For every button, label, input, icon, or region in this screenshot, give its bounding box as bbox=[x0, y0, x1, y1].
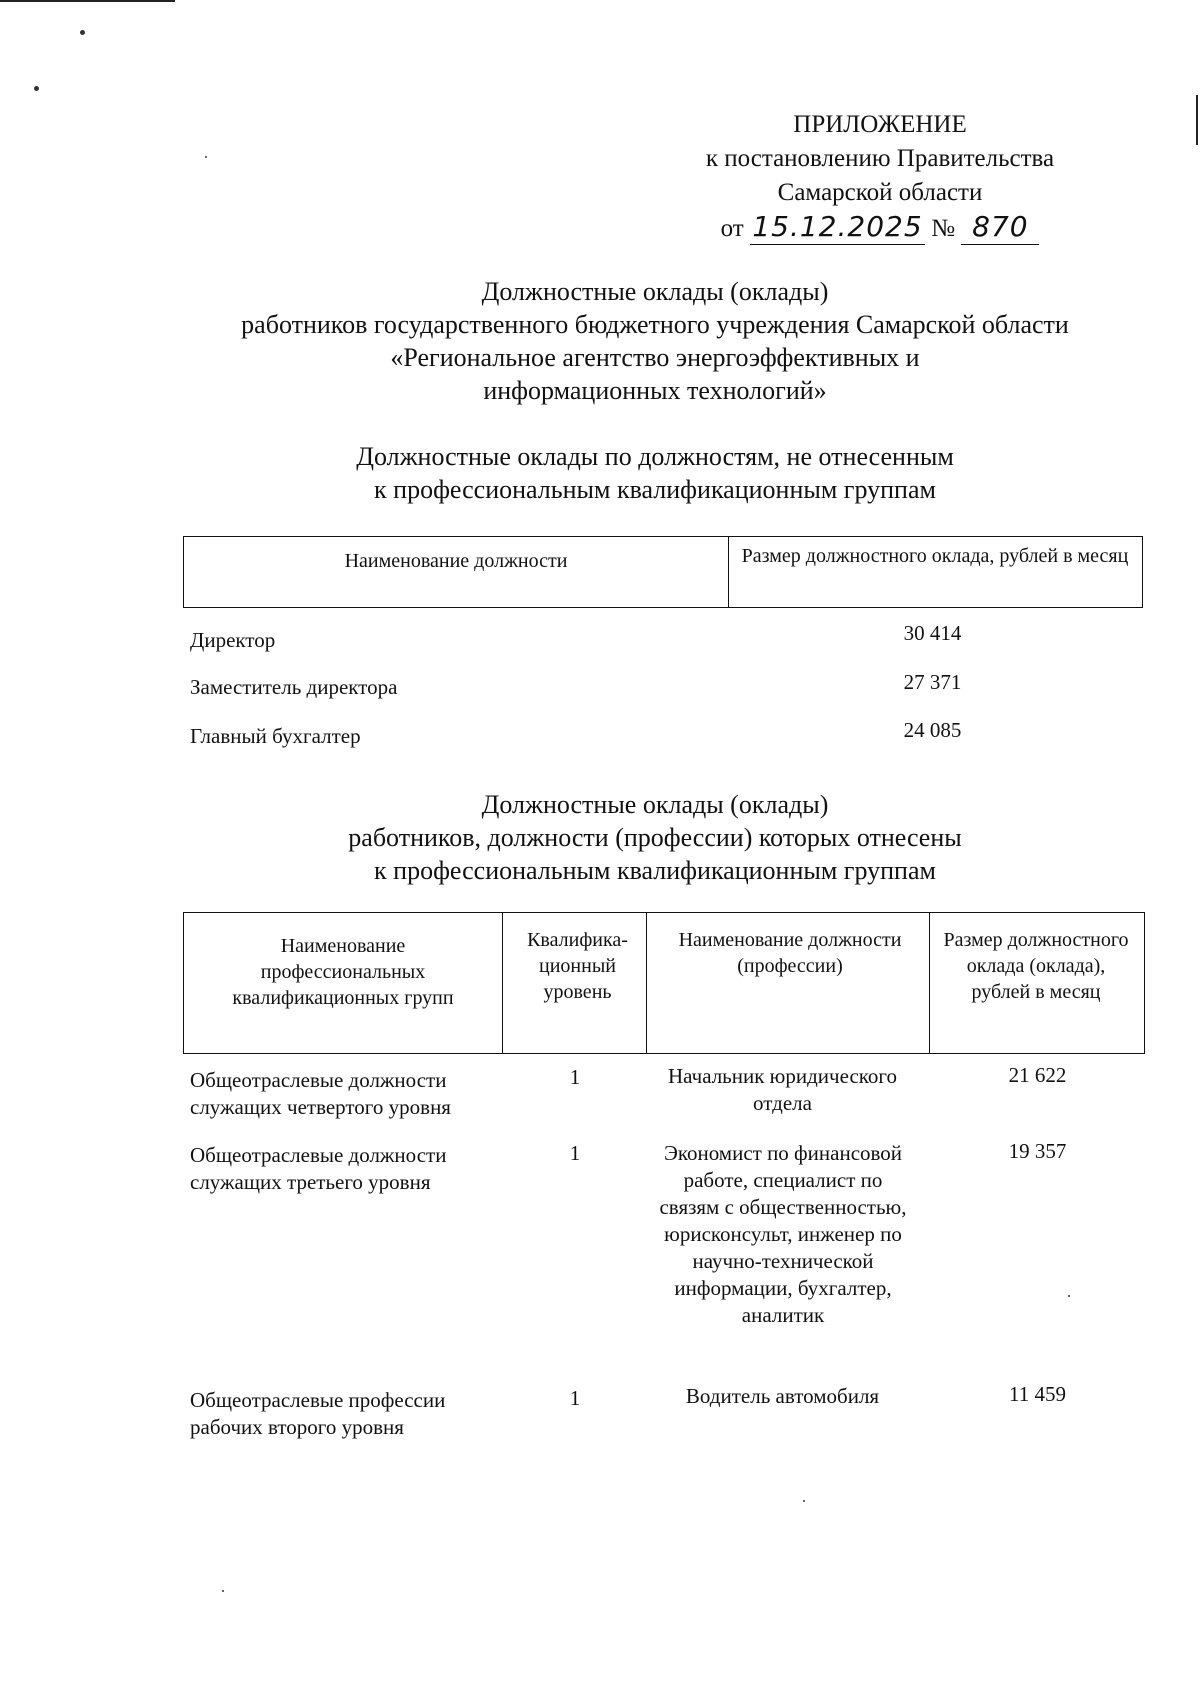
section2-header-divider bbox=[929, 913, 930, 1053]
section2-header-divider bbox=[646, 913, 647, 1053]
section1-title-line2: к профессиональным квалификационным группам bbox=[374, 475, 936, 504]
scan-edge-line-top bbox=[0, 0, 175, 2]
section2-header-salary: Размер должностного оклада (оклада), рублей в месяц bbox=[943, 929, 1129, 1003]
appendix-block bbox=[640, 108, 1120, 246]
section1-header-position: Наименование должности bbox=[344, 550, 568, 572]
section1-row-position: Заместитель директора bbox=[190, 675, 398, 699]
section2-row-salary: 21 622 bbox=[1008, 1063, 1067, 1087]
scan-speck bbox=[803, 1500, 805, 1502]
section2-row-position: Водитель автомобиля bbox=[685, 1384, 880, 1408]
main-title bbox=[140, 275, 1170, 407]
scan-edge-line-right bbox=[1196, 95, 1198, 145]
section1-row-position: Главный бухгалтер bbox=[190, 724, 361, 748]
section2-title-line1: Должностные оклады (оклады) bbox=[481, 790, 829, 819]
appendix-date-line bbox=[640, 210, 1120, 246]
scan-speck bbox=[34, 86, 39, 91]
main-title-line1: Должностные оклады (оклады) bbox=[481, 277, 829, 306]
section2-header-group: Наименование профессиональных квалификационных групп bbox=[232, 935, 454, 1009]
main-title-line2: работников государственного бюджетного учреждения Самарской области bbox=[241, 310, 1069, 339]
section1-row-salary: 27 371 bbox=[903, 670, 962, 694]
section1-row-salary: 30 414 bbox=[903, 621, 962, 645]
scan-speck bbox=[222, 1590, 224, 1592]
section2-row-position: Начальник юридического отдела bbox=[667, 1064, 897, 1115]
section2-header-level: Квалифика-ционный уровень bbox=[527, 929, 628, 1003]
section2-row-level: 1 bbox=[569, 1141, 581, 1165]
handwritten-date: 15.12.2025 bbox=[750, 210, 925, 245]
scan-speck bbox=[80, 30, 85, 35]
appendix-title: ПРИЛОЖЕНИЕ bbox=[793, 111, 967, 138]
section1-table-header bbox=[183, 536, 1143, 608]
section1-row-salary: 24 085 bbox=[903, 718, 962, 742]
section2-row-group: Общеотраслевые должности служащих третьего уровня bbox=[190, 1143, 447, 1194]
section2-row-level: 1 bbox=[569, 1386, 581, 1410]
section2-row-position: Экономист по финансовой работе, специалист по связям с общественностью, юрисконсульт, инженер по научно-технической информации, бухгалтер, аналитик bbox=[659, 1141, 907, 1327]
handwritten-number: 870 bbox=[961, 210, 1039, 245]
section1-title-line1: Должностные оклады по должностям, не отнесенным bbox=[356, 442, 954, 471]
section2-row-salary: 19 357 bbox=[1008, 1139, 1067, 1163]
section2-row-salary: 11 459 bbox=[1009, 1382, 1066, 1406]
section1-title bbox=[140, 440, 1170, 506]
section2-header-divider bbox=[502, 913, 503, 1053]
scan-speck bbox=[1068, 1295, 1070, 1297]
appendix-line3: Самарской области bbox=[777, 179, 983, 206]
section2-table-header bbox=[183, 912, 1145, 1054]
section2-title-line2: работников, должности (профессии) которых отнесены bbox=[348, 823, 962, 852]
section2-title bbox=[140, 788, 1170, 887]
section2-row-level: 1 bbox=[569, 1065, 581, 1089]
main-title-line4: информационных технологий» bbox=[483, 376, 827, 405]
appendix-line2: к постановлению Правительства bbox=[705, 145, 1055, 172]
section1-header-divider bbox=[728, 537, 729, 607]
scan-speck bbox=[205, 156, 207, 158]
section2-row-group: Общеотраслевые профессии рабочих второго уровня bbox=[190, 1388, 446, 1439]
section2-header-position: Наименование должности (профессии) bbox=[678, 929, 902, 977]
section1-row-position: Директор bbox=[190, 628, 276, 652]
main-title-line3: «Региональное агентство энергоэффективных и bbox=[390, 343, 920, 372]
number-sign: № bbox=[931, 215, 956, 242]
date-prefix: от bbox=[720, 215, 744, 242]
section2-row-group: Общеотраслевые должности служащих четвертого уровня bbox=[190, 1068, 451, 1119]
section1-header-salary: Размер должностного оклада, рублей в месяц bbox=[741, 545, 1129, 567]
section2-title-line3: к профессиональным квалификационным группам bbox=[374, 856, 936, 885]
